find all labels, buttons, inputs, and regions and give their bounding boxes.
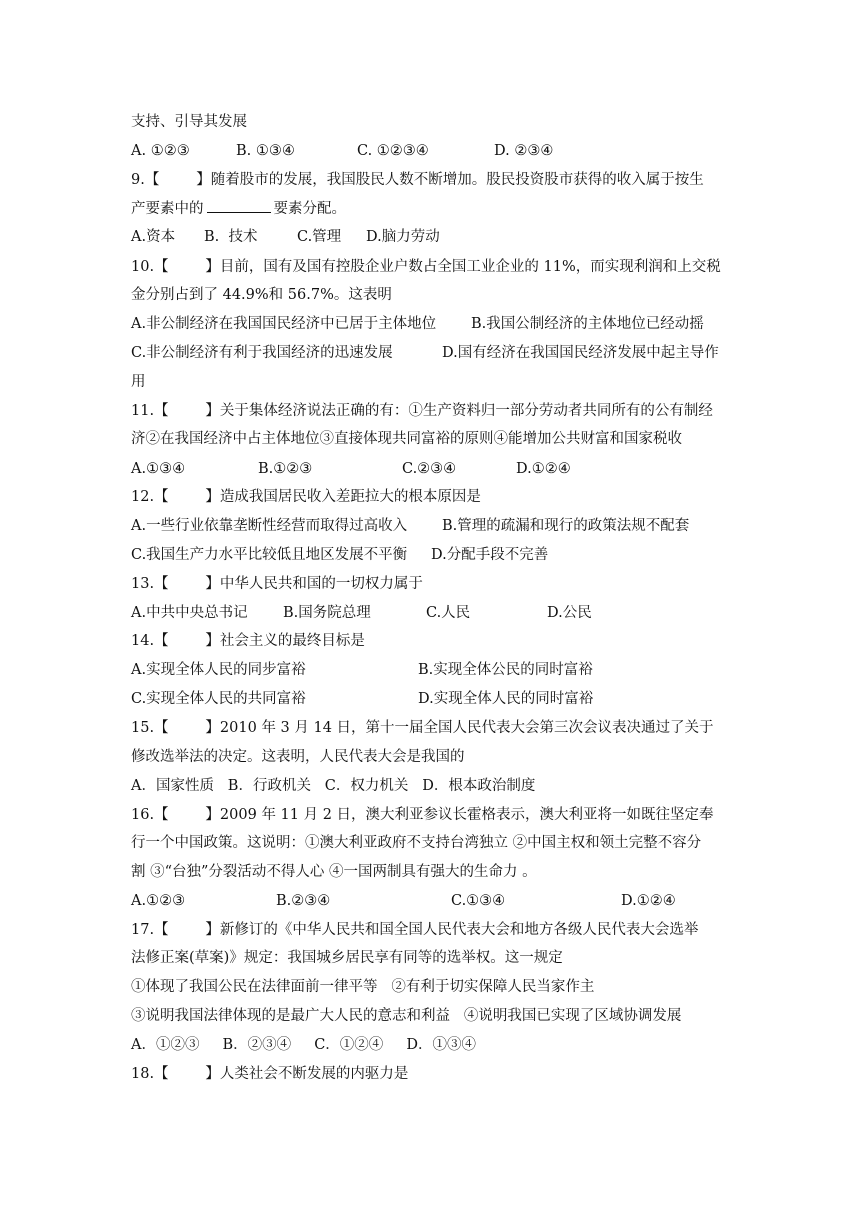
q8-option-b: B. ①③④ <box>236 143 295 159</box>
q12-option-d: D.分配手段不完善 <box>431 547 549 563</box>
q14-stem: 14.【 】社会主义的最终目标是 <box>131 633 365 649</box>
q17-options: A．①②③ B．②③④ C．①②④ D．①③④ <box>131 1037 476 1053</box>
q10-option-d-cont: 用 <box>131 374 146 390</box>
q13-option-d: D.公民 <box>547 605 592 621</box>
q12-option-b: B.管理的疏漏和现行的政策法规不配套 <box>442 518 690 534</box>
q11-option-d: D.①②④ <box>516 461 571 477</box>
q13-option-b: B.国务院总理 <box>283 605 371 621</box>
q9-stem: 9.【 】随着股市的发展，我国股民人数不断增加。股民投资股市获得的收入属于按生 <box>131 172 704 188</box>
q12-stem: 12.【 】造成我国居民收入差距拉大的根本原因是 <box>131 489 481 505</box>
q14-option-b: B.实现全体公民的同时富裕 <box>418 662 593 678</box>
q9-option-b: B. 技术 <box>204 229 258 245</box>
q9-stem-part1: 产要素中的 <box>131 201 204 217</box>
q16-option-d: D.①②④ <box>621 893 676 909</box>
q13-option-a: A.中共中央总书记 <box>131 605 248 621</box>
text-line: 支持、引导其发展 <box>131 114 247 130</box>
q9-option-c: C.管理 <box>297 229 342 245</box>
q12-option-a: A.一些行业依靠垄断性经营而取得过高收入 <box>131 518 408 534</box>
q17-stem: 17.【 】新修订的《中华人民共和国全国人民代表大会和地方各级人民代表大会选举 <box>131 922 699 938</box>
answer-blank <box>207 198 271 213</box>
q11-option-b: B.①②③ <box>258 461 313 477</box>
q17-statements-1: ①体现了我国公民在法律面前一律平等 ②有利于切实保障人民当家作主 <box>131 979 595 995</box>
q12-option-c: C.我国生产力水平比较低且地区发展不平衡 <box>131 547 408 563</box>
q16-option-c: C.①③④ <box>451 893 506 909</box>
q10-option-b: B.我国公制经济的主体地位已经动摇 <box>471 316 704 332</box>
q13-option-c: C.人民 <box>426 605 471 621</box>
q9-stem-part2: 要素分配。 <box>273 201 346 217</box>
q10-option-c: C.非公制经济有利于我国经济的迅速发展 <box>131 345 393 361</box>
q9-option-a: A.资本 <box>131 229 176 245</box>
q11-stem: 11.【 】关于集体经济说法正确的有：①生产资料归一部分劳动者共同所有的公有制经 <box>131 403 713 419</box>
q8-option-d: D. ②③④ <box>494 143 554 159</box>
q9-stem-cont <box>131 198 346 219</box>
q8-option-c: C. ①②③④ <box>357 143 429 159</box>
q11-stem-cont: 济②在我国经济中占主体地位③直接体现共同富裕的原则④能增加公共财富和国家税收 <box>131 431 682 447</box>
q10-option-a: A.非公制经济在我国国民经济中已居于主体地位 <box>131 316 437 332</box>
q14-option-c: C.实现全体人民的共同富裕 <box>131 691 306 707</box>
q14-option-a: A.实现全体人民的同步富裕 <box>131 662 306 678</box>
q15-stem-cont: 修改选举法的决定。这表明，人民代表大会是我国的 <box>131 749 465 765</box>
q16-stem: 16.【 】2009 年 11 月 2 日，澳大利亚参议长霍格表示，澳大利亚将一如既往坚定奉 <box>131 807 714 823</box>
q9-option-d: D.脑力劳动 <box>366 229 440 245</box>
q17-statements-2: ③说明我国法律体现的是最广大人民的意志和利益 ④说明我国已实现了区域协调发展 <box>131 1008 682 1024</box>
q17-stem-cont: 法修正案(草案)》规定：我国城乡居民享有同等的选举权。这一规定 <box>131 950 563 966</box>
q11-option-a: A.①③④ <box>131 461 186 477</box>
q15-options: A．国家性质 B．行政机关 C．权力机关 D．根本政治制度 <box>131 778 536 794</box>
q16-stem-cont2: 割 ③“台独”分裂活动不得人心 ④一国两制具有强大的生命力 。 <box>131 864 537 880</box>
q14-option-d: D.实现全体人民的同时富裕 <box>418 691 594 707</box>
q16-option-b: B.②③④ <box>276 893 331 909</box>
q11-option-c: C.②③④ <box>402 461 457 477</box>
q10-option-d: D.国有经济在我国国民经济发展中起主导作 <box>442 345 719 361</box>
q18-stem: 18.【 】人类社会不断发展的内驱力是 <box>131 1066 409 1082</box>
q8-option-a: A. ①②③ <box>131 143 190 159</box>
q10-stem-cont: 金分别占到了 44.9%和 56.7%。这表明 <box>131 287 392 303</box>
q10-stem: 10.【 】目前，国有及国有控股企业户数占全国工业企业的 11%，而实现利润和上交税 <box>131 259 721 275</box>
q16-option-a: A.①②③ <box>131 893 186 909</box>
q15-stem: 15.【 】2010 年 3 月 14 日，第十一届全国人民代表大会第三次会议表决通过了关于 <box>131 720 714 736</box>
q16-stem-cont: 行一个中国政策。这说明：①澳大利亚政府不支持台湾独立 ②中国主权和领土完整不容分 <box>131 835 702 851</box>
q13-stem: 13.【 】中华人民共和国的一切权力属于 <box>131 576 423 592</box>
